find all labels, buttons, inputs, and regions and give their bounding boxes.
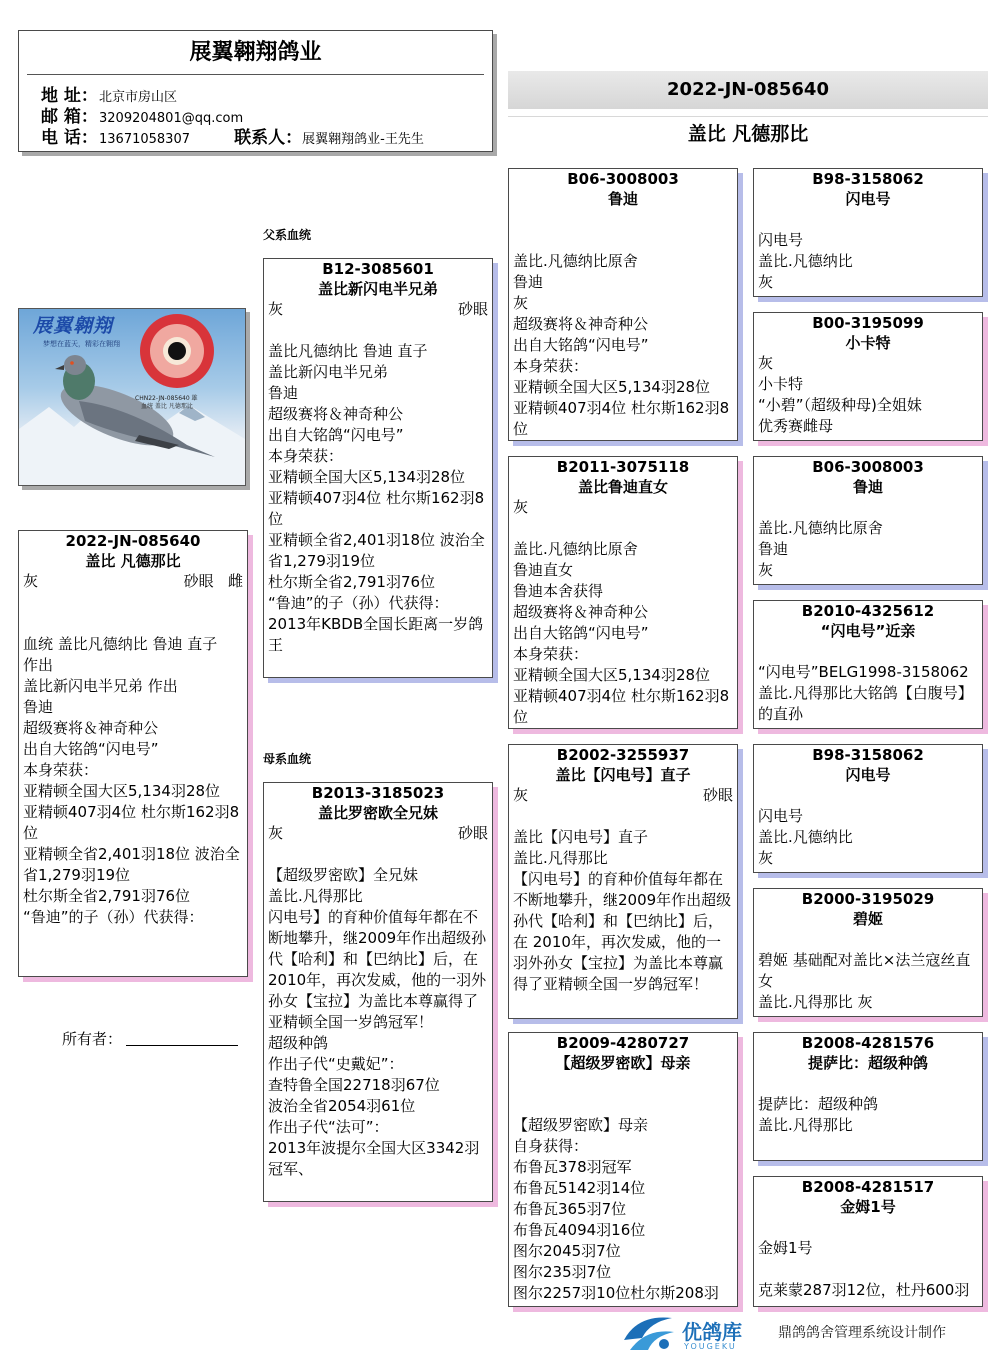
grandparent-name: 鲁迪 (607, 190, 638, 208)
subject-eye: 砂眼 (183, 572, 214, 590)
great-grandparent-ring: B2008-4281517 (801, 1178, 935, 1196)
email-label: 邮 箱： (41, 107, 98, 127)
great-grandparent-name: “闪电号”近亲 (820, 622, 916, 640)
phone-label: 电 话： (41, 128, 98, 148)
grandparent-traits (509, 497, 737, 518)
great-grandparent-details: 金姆1号 克莱蒙287羽12位，杜丹600羽 (758, 1239, 970, 1299)
sire-traits (264, 299, 492, 320)
grandparent-ring: B2011-3075118 (556, 458, 690, 476)
dam-side-label: 母系血统 (263, 752, 312, 766)
grandparent-name: 【超级罗密欧】母亲 (555, 1054, 691, 1072)
grandparent-eye: 砂眼 (702, 786, 733, 804)
great-grandparent-card (753, 888, 983, 1017)
sire-color: 灰 (268, 300, 284, 318)
sire-details: 盖比凡德纳比 鲁迪 直子 盖比新闪电半兄弟 鲁迪 超级赛将＆神奇种公 出自大铭鸽“闪电号” 本身荣获： 亚精顿全国大区5,134羽28位 亚精顿407羽4位 杜尔斯162羽8位 亚精顿全省2,401羽18位 波治全 省1,279羽19位 杜尔斯全省2,791羽76位 “鲁迪”的子（孙）代获得： 2013年KBDB全国长距离一岁鸽王 (268, 342, 485, 654)
grandparent-name: 盖比鲁迪直女 (577, 478, 668, 496)
main-ring-banner: 2022-JN-085640 (508, 71, 988, 109)
grandparent-ring: B06-3008003 (567, 170, 679, 188)
phone-line (41, 128, 424, 150)
grandparent-details: 【超级罗密欧】母亲 自身获得： 布鲁瓦378羽冠军 布鲁瓦5142羽14位 布鲁瓦365羽7位 布鲁瓦4094羽16位 图尔2045羽7位 图尔235羽7位 图尔2257羽10位杜尔斯208羽 (513, 1116, 719, 1302)
address-value: 北京市房山区 (99, 90, 178, 105)
subject-name: 盖比 凡德那比 (85, 552, 181, 570)
phone-value: 13671058307 (99, 132, 190, 147)
great-grandparent-details: 碧姬 基础配对盖比×法兰寇丝直女 盖比.凡得那比 灰 (758, 951, 971, 1011)
banner-divider (508, 116, 988, 117)
footer-brand-en: YOUGEKU (684, 1342, 737, 1351)
dam-traits (264, 823, 492, 844)
brand-logo-icon (620, 1310, 678, 1356)
great-grandparent-ring: B2000-3195029 (801, 890, 935, 908)
great-grandparent-card (753, 1176, 983, 1307)
great-grandparent-ring: B2008-4281576 (801, 1034, 935, 1052)
grandparent-ring: B2009-4280727 (556, 1034, 690, 1052)
contact-value: 展翼翱翔鸽业-王先生 (302, 132, 424, 147)
great-grandparent-name: 闪电号 (845, 766, 891, 784)
address-line (41, 86, 177, 108)
great-grandparent-details: 盖比.凡德纳比原舍 鲁迪 灰 (758, 519, 883, 579)
owner-line (62, 1028, 238, 1049)
dam-card (263, 782, 493, 1202)
sire-ring: B12-3085601 (322, 260, 434, 278)
sire-card (263, 258, 493, 678)
photo-banner-text: 展翼翱翔 (33, 315, 114, 337)
dam-details: 【超级罗密欧】全兄妹 盖比.凡得那比 闪电号】的育种价值每年都在不断地攀升，继2009年作出超级孙代【哈利】和【巴纳比】后，在 2010年，再次发威，他的一羽外孙女【宝拉】为盖比本尊赢得了亚精顿全国一岁鸽冠军！ 超级种鸽 作出子代“史戴妃”： 查特鲁全国22718羽67位 波治全省2054羽61位 作出子代“法可”： 2013年波提尔全国大区3342羽冠军、 (268, 866, 487, 1178)
great-grandparent-details: 闪电号 盖比.凡德纳比 灰 (758, 231, 853, 291)
sire-eye: 砂眼 (457, 300, 488, 318)
great-grandparent-name: 鲁迪 (852, 478, 883, 496)
sire-name: 盖比新闪电半兄弟 (317, 280, 438, 298)
grandparent-details: 盖比.凡德纳比原舍 鲁迪 灰 超级赛将＆神奇种公 出自大铭鸽“闪电号” 本身荣获： 亚精顿全国大区5,134羽28位 亚精顿407羽4位 杜尔斯162羽8位 (513, 252, 730, 438)
grandparent-details: 盖比.凡德纳比原舍 鲁迪直女 鲁迪本舍获得 超级赛将＆神奇种公 出自大铭鸽“闪电号” 本身荣获： 亚精顿全国大区5,134羽28位 亚精顿407羽4位 杜尔斯162羽8位 (513, 540, 730, 726)
pigeon-photo (18, 308, 246, 486)
grandparent-ring: B2002-3255937 (556, 746, 690, 764)
email-value: 3209204801@qq.com (99, 111, 244, 126)
grandparent-card (508, 168, 738, 441)
great-grandparent-card (753, 168, 983, 297)
great-grandparent-name: 金姆1号 (840, 1198, 896, 1216)
great-grandparent-details: 闪电号 盖比.凡德纳比 灰 (758, 807, 853, 867)
sire-side-label: 父系血统 (263, 228, 312, 242)
main-pigeon-name: 盖比 凡德那比 (687, 123, 809, 145)
header-divider (27, 74, 484, 75)
great-grandparent-name: 闪电号 (845, 190, 891, 208)
great-grandparent-ring: B98-3158062 (812, 746, 924, 764)
subject-details: 血统 盖比凡德纳比 鲁迪 直子 作出 盖比新闪电半兄弟 作出 鲁迪 超级赛将＆神奇种公 出自大铭鸽“闪电号” 本身荣获： 亚精顿全国大区5,134羽28位 亚精顿407羽4位 杜尔斯162羽8位 亚精顿全省2,401羽18位 波治全 省1,279羽19位 杜尔斯全省2,791羽76位 “鲁迪”的子（孙）代获得： (23, 635, 240, 926)
farm-info-card (18, 30, 493, 152)
great-grandparent-name: 碧姬 (852, 910, 883, 928)
grandparent-card (508, 456, 738, 729)
contact-label: 联系人： (234, 128, 303, 148)
great-grandparent-details: 提萨比：超级种鸽 盖比.凡得那比 (758, 1095, 879, 1134)
dam-name: 盖比罗密欧全兄妹 (317, 804, 438, 822)
grandparent-card (508, 744, 738, 1019)
subject-traits (19, 571, 247, 592)
photo-caption-ring: CHN22-JN-085640 雄 (135, 395, 198, 402)
great-grandparent-card (753, 1032, 983, 1161)
grandparent-card (508, 1032, 738, 1307)
great-grandparent-card (753, 600, 983, 729)
subject-sex: 雌 (227, 572, 243, 590)
footer (620, 1310, 990, 1358)
grandparent-name: 盖比【闪电号】直子 (555, 766, 691, 784)
address-label: 地 址： (41, 86, 98, 106)
subject-card (18, 530, 248, 977)
owner-blank (126, 1045, 238, 1046)
photo-slogan: 梦想在蓝天，精彩在翱翔 (43, 340, 120, 348)
great-grandparent-ring: B06-3008003 (812, 458, 924, 476)
great-grandparent-details: 灰 小卡特 “小碧”（超级种母)全姐妹 优秀赛雌母 (758, 354, 922, 435)
great-grandparent-card (753, 312, 983, 441)
great-grandparent-card (753, 744, 983, 873)
photo-caption-name: 血统 盖比 凡德那比 (141, 403, 193, 410)
subject-ring: 2022-JN-085640 (65, 532, 201, 550)
farm-name: 展翼翱翔鸽业 (189, 40, 322, 65)
dam-color: 灰 (268, 824, 284, 842)
footer-brand: 优鸽库 (682, 1320, 742, 1344)
dam-ring: B2013-3185023 (311, 784, 445, 802)
grandparent-color: 灰 (513, 498, 529, 516)
dam-eye: 砂眼 (457, 824, 488, 842)
great-grandparent-ring: B98-3158062 (812, 170, 924, 188)
email-line (41, 107, 243, 129)
grandparent-details: 盖比【闪电号】直子 盖比.凡得那比 【闪电号】的育种价值每年都在不断地攀升，继2009年作出超级孙代【哈利】和【巴纳比】后，在 2010年，再次发威，他的一羽外孙女【宝拉】为盖比本尊赢得了亚精顿全国一岁鸽冠军！ (513, 828, 732, 993)
grandparent-traits (509, 785, 737, 806)
footer-credit: 鼎鸽鸽舍管理系统设计制作 (778, 1325, 946, 1341)
great-grandparent-name: 小卡特 (845, 334, 891, 352)
owner-label: 所有者： (62, 1030, 123, 1048)
great-grandparent-details: “闪电号”BELG1998-3158062 盖比.凡得那比大铭鸽【白腹号】的直孙 (758, 663, 973, 723)
great-grandparent-ring: B2010-4325612 (801, 602, 935, 620)
great-grandparent-card (753, 456, 983, 585)
grandparent-color: 灰 (513, 786, 529, 804)
subject-color: 灰 (23, 572, 39, 590)
great-grandparent-name: 提萨比：超级种鸽 (807, 1054, 928, 1072)
great-grandparent-ring: B00-3195099 (812, 314, 924, 332)
